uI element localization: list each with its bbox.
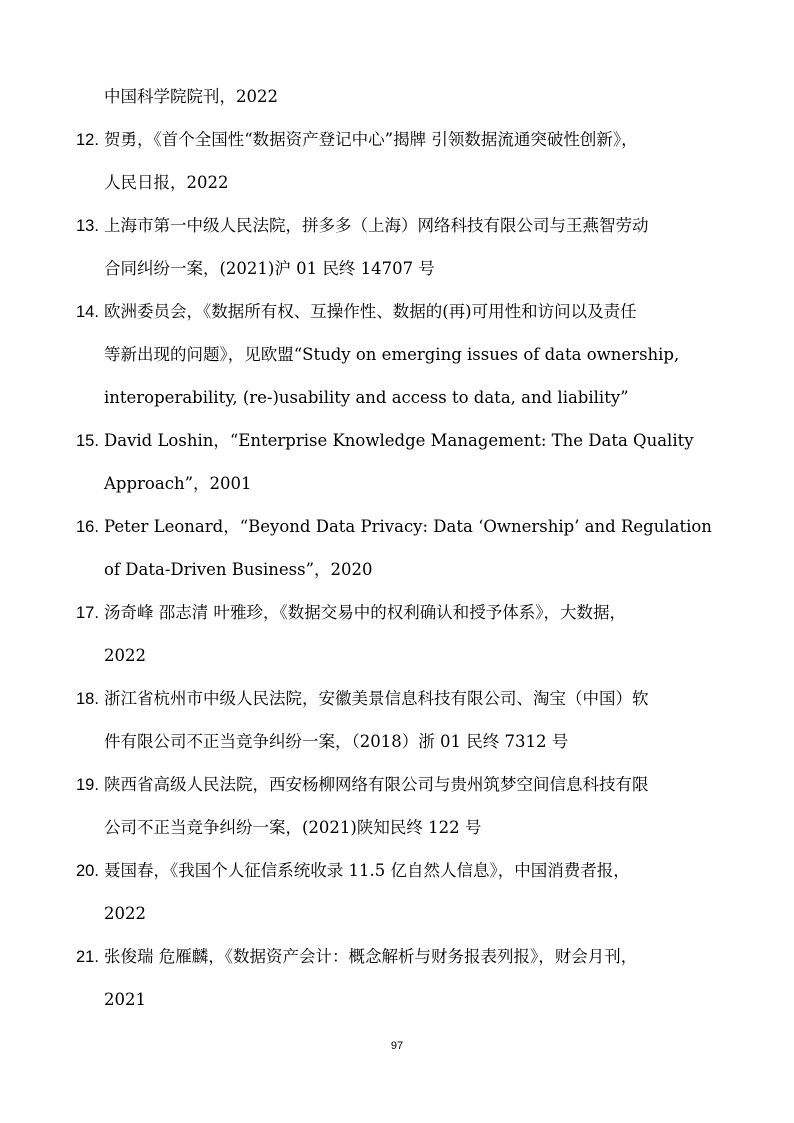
- reference-number: 15.: [76, 432, 99, 450]
- reference-line: David Loshin，“Enterprise Knowledge Management: The Data Quality: [104, 431, 694, 450]
- reference-line: interoperability, (re-)usability and access to data, and liability”: [104, 388, 629, 407]
- reference-line: 2022: [104, 904, 146, 923]
- reference-number: 20.: [76, 862, 99, 880]
- reference-line: 等新出现的问题》，见欧盟“Study on emerging issues of data ownership,: [104, 345, 680, 364]
- reference-number: 14.: [76, 303, 99, 321]
- reference-line: Peter Leonard，“Beyond Data Privacy: Data ‘Ownership’ and Regulation: [104, 517, 712, 536]
- reference-number: 17.: [76, 604, 99, 622]
- reference-line: Approach”，2001: [104, 474, 252, 493]
- reference-line: 欧洲委员会，《数据所有权、互操作性、数据的(再)可用性和访问以及责任: [104, 302, 637, 321]
- reference-line: of Data-Driven Business”，2020: [104, 560, 373, 579]
- reference-line: 浙江省杭州市中级人民法院，安徽美景信息科技有限公司、淘宝（中国）软: [104, 689, 649, 708]
- reference-line: 人民日报，2022: [104, 173, 229, 192]
- reference-line: 陕西省高级人民法院，西安杨柳网络有限公司与贵州筑梦空间信息科技有限: [104, 775, 649, 794]
- reference-number: 21.: [76, 948, 99, 966]
- reference-line: 合同纠纷一案，(2021)沪 01 民终 14707 号: [104, 259, 435, 278]
- reference-line: 2021: [104, 990, 146, 1009]
- reference-line: 2022: [104, 646, 146, 665]
- reference-line: 公司不正当竞争纠纷一案，(2021)陕知民终 122 号: [104, 818, 482, 837]
- reference-line: 贺勇，《首个全国性“数据资产登记中心”揭牌 引领数据流通突破性创新》，: [104, 130, 638, 149]
- page-number: 97: [390, 1040, 404, 1052]
- reference-number: 19.: [76, 776, 99, 794]
- reference-line: 聂国春，《我国个人征信系统收录 11.5 亿自然人信息》，中国消费者报，: [104, 861, 630, 880]
- reference-number: 16.: [76, 518, 99, 536]
- reference-number: 12.: [76, 131, 99, 149]
- reference-line: 上海市第一中级人民法院，拼多多（上海）网络科技有限公司与王燕智劳动: [104, 216, 649, 235]
- reference-line: 件有限公司不正当竞争纠纷一案，（2018）浙 01 民终 7312 号: [104, 732, 569, 751]
- reference-continuation: 中国科学院院刊，2022: [104, 87, 278, 106]
- reference-number: 13.: [76, 217, 99, 235]
- reference-number: 18.: [76, 690, 99, 708]
- reference-line: 汤奇峰 邵志清 叶雅珍，《数据交易中的权利确认和授予体系》，大数据，: [104, 603, 626, 622]
- reference-line: 张俊瑞 危雁麟，《数据资产会计：概念解析与财务报表列报》，财会月刊，: [104, 947, 638, 966]
